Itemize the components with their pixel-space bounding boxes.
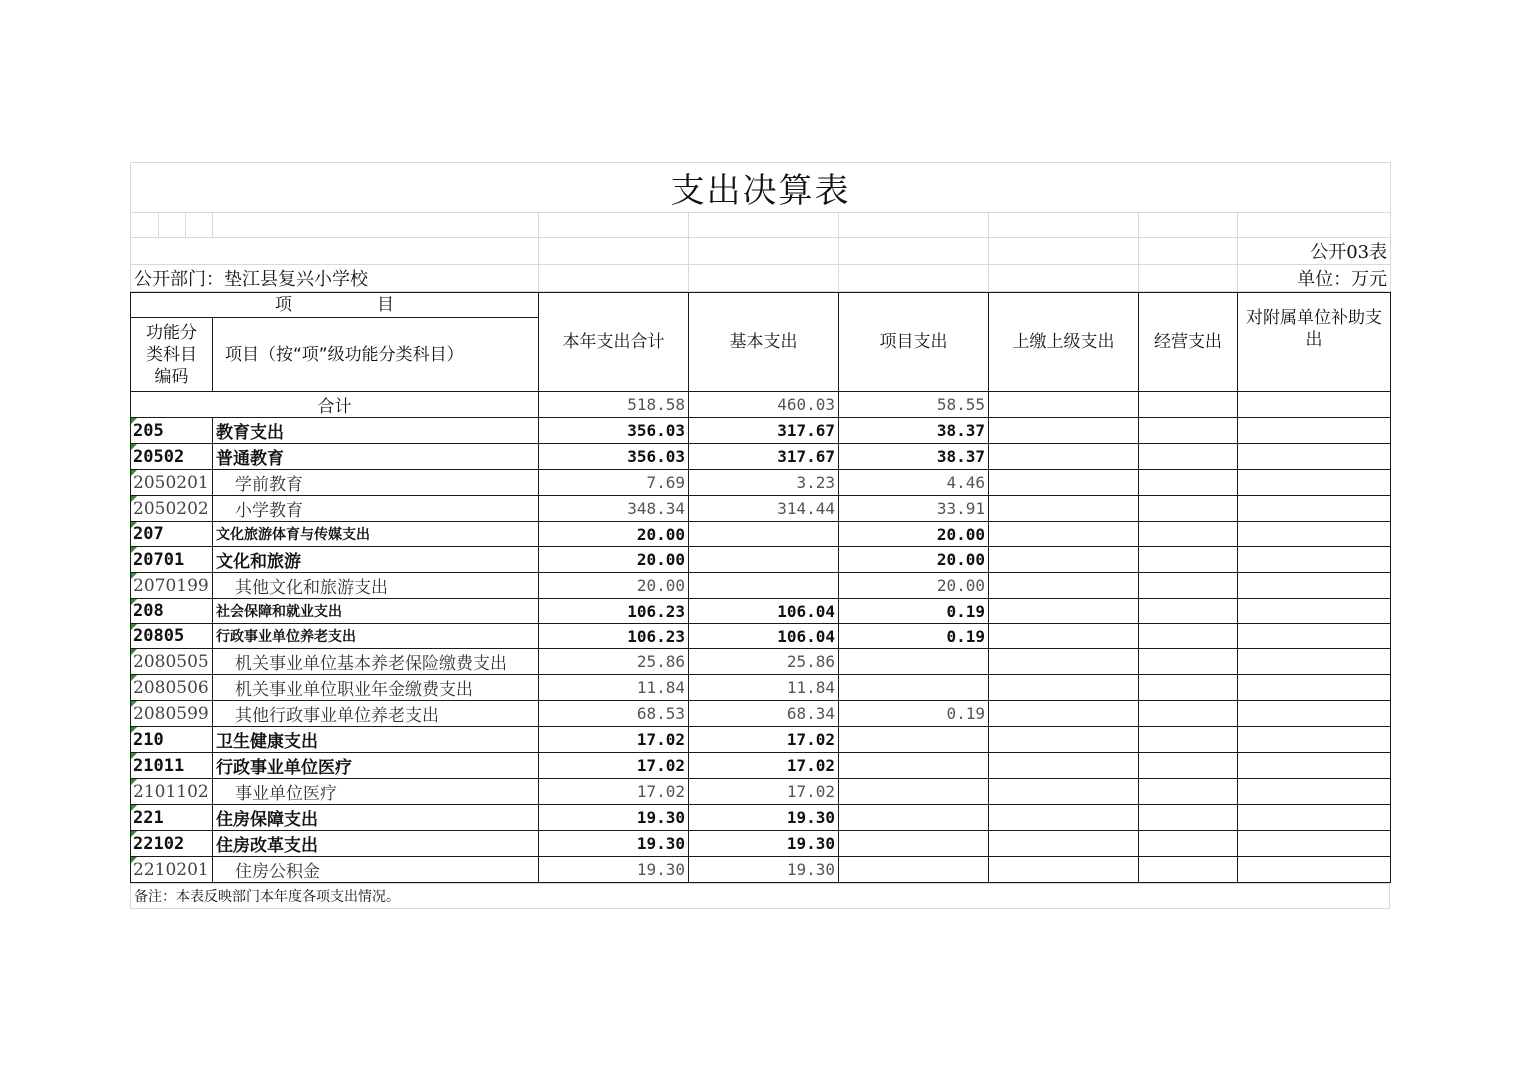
empty-cell <box>989 753 1139 779</box>
empty-cell <box>989 418 1139 444</box>
row-code: 2080505 <box>131 649 213 675</box>
row-project: 0.19 <box>839 599 989 624</box>
row-project <box>839 779 989 805</box>
row-total: 356.03 <box>539 418 689 444</box>
empty-cell <box>989 573 1139 599</box>
row-project <box>839 857 989 883</box>
row-project: 4.46 <box>839 470 989 496</box>
table-row <box>131 857 1391 883</box>
row-total: 7.69 <box>539 470 689 496</box>
empty-cell <box>1139 649 1238 675</box>
row-basic: 19.30 <box>689 831 839 857</box>
total-row-project: 58.55 <box>839 392 989 418</box>
empty-cell <box>989 547 1139 573</box>
row-basic: 106.04 <box>689 624 839 649</box>
row-code: 2210201 <box>131 857 213 883</box>
empty-cell <box>1139 522 1238 547</box>
row-project: 20.00 <box>839 573 989 599</box>
total-row-basic: 460.03 <box>689 392 839 418</box>
row-code: 21011 <box>131 753 213 779</box>
empty-cell <box>989 522 1139 547</box>
empty-cell <box>1238 599 1391 624</box>
row-project: 0.19 <box>839 624 989 649</box>
row-total: 25.86 <box>539 649 689 675</box>
row-total: 19.30 <box>539 857 689 883</box>
row-basic <box>689 573 839 599</box>
row-name: 小学教育 <box>213 496 539 522</box>
empty-cell <box>1238 470 1391 496</box>
form-number: 公开03表 <box>1238 238 1391 265</box>
row-name: 其他行政事业单位养老支出 <box>213 701 539 727</box>
row-name: 文化旅游体育与传媒支出 <box>213 522 539 547</box>
row-code: 2050202 <box>131 496 213 522</box>
basic-column-header: 基本支出 <box>689 293 839 392</box>
row-basic: 317.67 <box>689 444 839 470</box>
row-code: 20502 <box>131 444 213 470</box>
empty-cell <box>1238 496 1391 522</box>
table-row <box>131 418 1391 444</box>
row-basic: 106.04 <box>689 599 839 624</box>
table-row <box>131 727 1391 753</box>
empty-cell <box>1238 624 1391 649</box>
row-total: 11.84 <box>539 675 689 701</box>
row-project <box>839 675 989 701</box>
table-row <box>131 805 1391 831</box>
row-project: 38.37 <box>839 418 989 444</box>
row-name: 社会保障和就业支出 <box>213 599 539 624</box>
row-total: 68.53 <box>539 701 689 727</box>
empty-cell <box>1139 573 1238 599</box>
row-name: 机关事业单位基本养老保险缴费支出 <box>213 649 539 675</box>
row-name: 住房改革支出 <box>213 831 539 857</box>
empty-cell <box>1238 675 1391 701</box>
row-basic: 11.84 <box>689 675 839 701</box>
row-code: 2101102 <box>131 779 213 805</box>
empty-cell <box>1139 496 1238 522</box>
row-total: 356.03 <box>539 444 689 470</box>
row-project <box>839 649 989 675</box>
empty-cell <box>1238 857 1391 883</box>
unit-label: 单位：万元 <box>1238 265 1391 292</box>
empty-cell <box>1238 753 1391 779</box>
expenditure-table <box>130 292 1391 883</box>
empty-cell <box>1139 599 1238 624</box>
table-row <box>131 831 1391 857</box>
empty-cell <box>1139 547 1238 573</box>
table-row <box>131 496 1391 522</box>
row-name: 机关事业单位职业年金缴费支出 <box>213 675 539 701</box>
table-row <box>131 649 1391 675</box>
empty-cell <box>1139 831 1238 857</box>
upper-column-header: 上缴上级支出 <box>989 293 1139 392</box>
row-code: 2080506 <box>131 675 213 701</box>
code-column-header: 功能分类科目编码 <box>131 318 213 392</box>
row-name: 教育支出 <box>213 418 539 444</box>
table-row <box>131 624 1391 649</box>
row-total: 348.34 <box>539 496 689 522</box>
empty-cell <box>989 701 1139 727</box>
row-basic: 17.02 <box>689 753 839 779</box>
row-basic: 19.30 <box>689 805 839 831</box>
project-column-header: 项目支出 <box>839 293 989 392</box>
empty-cell <box>1238 727 1391 753</box>
row-basic: 314.44 <box>689 496 839 522</box>
table-note: 备注：本表反映部门本年度各项支出情况。 <box>131 884 1390 909</box>
row-code: 22102 <box>131 831 213 857</box>
row-project: 20.00 <box>839 547 989 573</box>
table-row <box>131 444 1391 470</box>
row-project: 33.91 <box>839 496 989 522</box>
row-total: 19.30 <box>539 831 689 857</box>
note-grid <box>130 883 1390 909</box>
table-row <box>131 522 1391 547</box>
row-name: 卫生健康支出 <box>213 727 539 753</box>
table-row <box>131 779 1391 805</box>
empty-cell <box>1139 779 1238 805</box>
row-project <box>839 805 989 831</box>
row-total: 19.30 <box>539 805 689 831</box>
row-project: 38.37 <box>839 444 989 470</box>
row-name: 其他文化和旅游支出 <box>213 573 539 599</box>
empty-cell <box>989 470 1139 496</box>
empty-cell <box>989 496 1139 522</box>
row-basic: 17.02 <box>689 779 839 805</box>
row-code: 210 <box>131 727 213 753</box>
empty-cell <box>1139 701 1238 727</box>
table-row <box>131 701 1391 727</box>
table-row <box>131 753 1391 779</box>
row-code: 205 <box>131 418 213 444</box>
row-project: 0.19 <box>839 701 989 727</box>
subsidy-column-header: 对附属单位补助支出 <box>1238 293 1391 392</box>
row-basic: 17.02 <box>689 727 839 753</box>
row-name: 文化和旅游 <box>213 547 539 573</box>
empty-cell <box>1238 831 1391 857</box>
empty-cell <box>989 599 1139 624</box>
empty-cell <box>1139 857 1238 883</box>
empty-cell <box>1238 573 1391 599</box>
row-name: 学前教育 <box>213 470 539 496</box>
row-code: 2050201 <box>131 470 213 496</box>
sheet-grid <box>130 162 1391 292</box>
row-code: 20701 <box>131 547 213 573</box>
row-name: 行政事业单位医疗 <box>213 753 539 779</box>
row-total: 17.02 <box>539 753 689 779</box>
empty-cell <box>989 444 1139 470</box>
row-basic: 3.23 <box>689 470 839 496</box>
row-total: 17.02 <box>539 779 689 805</box>
empty-cell <box>989 649 1139 675</box>
expenditure-sheet <box>130 162 1390 909</box>
empty-cell <box>1139 418 1238 444</box>
row-basic <box>689 547 839 573</box>
empty-cell <box>1238 701 1391 727</box>
empty-cell <box>1139 805 1238 831</box>
empty-cell <box>1238 547 1391 573</box>
department-label: 公开部门：垫江县复兴小学校 <box>131 265 539 292</box>
empty-cell <box>1139 675 1238 701</box>
row-name: 普通教育 <box>213 444 539 470</box>
empty-cell <box>1238 418 1391 444</box>
row-project: 20.00 <box>839 522 989 547</box>
row-code: 20805 <box>131 624 213 649</box>
table-row <box>131 470 1391 496</box>
row-project <box>839 753 989 779</box>
item-header: 项 目 <box>131 293 539 318</box>
row-total: 106.23 <box>539 599 689 624</box>
empty-cell <box>1238 444 1391 470</box>
name-column-header: 项目（按“项”级功能分类科目） <box>213 318 539 392</box>
page-title: 支出决算表 <box>131 163 1391 213</box>
row-code: 208 <box>131 599 213 624</box>
table-row <box>131 573 1391 599</box>
row-name: 事业单位医疗 <box>213 779 539 805</box>
empty-cell <box>989 831 1139 857</box>
row-code: 207 <box>131 522 213 547</box>
row-basic: 317.67 <box>689 418 839 444</box>
empty-cell <box>1139 470 1238 496</box>
table-row <box>131 599 1391 624</box>
row-basic: 25.86 <box>689 649 839 675</box>
empty-cell <box>1238 779 1391 805</box>
row-project <box>839 727 989 753</box>
row-code: 2080599 <box>131 701 213 727</box>
row-code: 2070199 <box>131 573 213 599</box>
empty-cell <box>1238 522 1391 547</box>
table-row <box>131 547 1391 573</box>
row-basic: 68.34 <box>689 701 839 727</box>
empty-cell <box>989 805 1139 831</box>
row-name: 住房公积金 <box>213 857 539 883</box>
table-row <box>131 675 1391 701</box>
row-code: 221 <box>131 805 213 831</box>
row-project <box>839 831 989 857</box>
row-name: 行政事业单位养老支出 <box>213 624 539 649</box>
total-row-label: 合计 <box>131 392 539 418</box>
empty-cell <box>1139 753 1238 779</box>
row-total: 20.00 <box>539 573 689 599</box>
row-total: 20.00 <box>539 522 689 547</box>
empty-cell <box>1139 444 1238 470</box>
row-total: 20.00 <box>539 547 689 573</box>
business-column-header: 经营支出 <box>1139 293 1238 392</box>
empty-cell <box>1139 624 1238 649</box>
total-column-header: 本年支出合计 <box>539 293 689 392</box>
empty-cell <box>989 675 1139 701</box>
empty-cell <box>989 857 1139 883</box>
empty-cell <box>989 727 1139 753</box>
row-total: 106.23 <box>539 624 689 649</box>
row-total: 17.02 <box>539 727 689 753</box>
row-name: 住房保障支出 <box>213 805 539 831</box>
empty-cell <box>1139 727 1238 753</box>
empty-cell <box>989 624 1139 649</box>
empty-cell <box>1238 649 1391 675</box>
row-basic <box>689 522 839 547</box>
total-row-total: 518.58 <box>539 392 689 418</box>
row-basic: 19.30 <box>689 857 839 883</box>
empty-cell <box>989 779 1139 805</box>
empty-cell <box>1238 805 1391 831</box>
